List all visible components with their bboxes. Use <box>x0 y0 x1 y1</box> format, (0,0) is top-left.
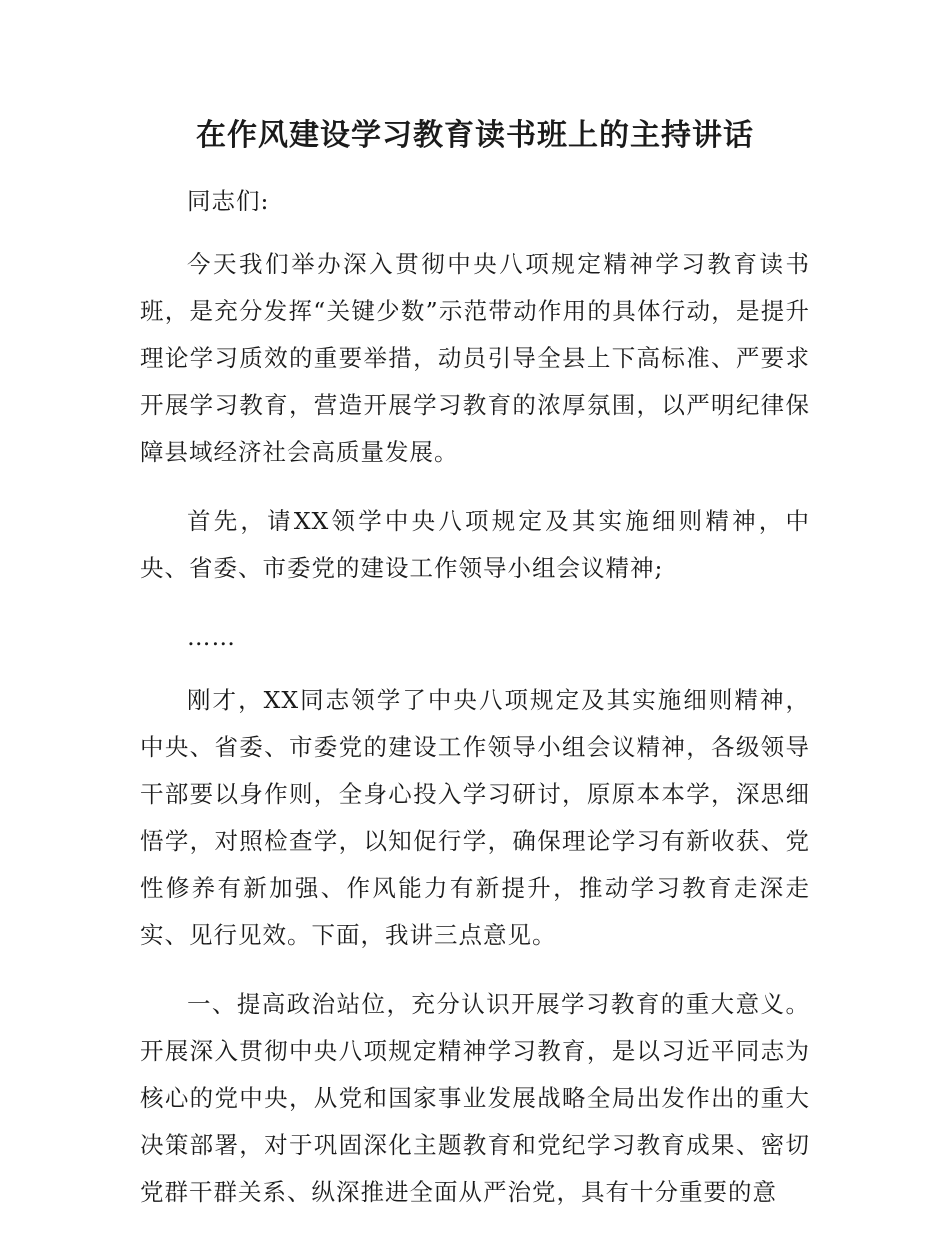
paragraph-opening: 今天我们举办深入贯彻中央八项规定精神学习教育读书班，是充分发挥“关键少数”示范带动作用的具体行动，是提升理论学习质效的重要举措，动员引导全县上下高标准、严要求开展学习教育，营造开展学习教育的浓厚氛围，以严明纪律保障县域经济社会高质量发展。 <box>140 250 810 466</box>
paragraph-point-one: 一、提高政治站位，充分认识开展学习教育的重大意义。开展深入贯彻中央八项规定精神学习教育，是以习近平同志为核心的党中央，从党和国家事业发展战略全局出发作出的重大决策部署，对于巩固深化主题教育和党纪学习教育成果、密切党群干群关系、纵深推进全面从严治党，具有十分重要的意 <box>140 990 810 1206</box>
document-page <box>140 112 810 1238</box>
salutation: 同志们: <box>187 187 270 215</box>
paragraph-ellipsis: …… <box>187 623 236 651</box>
document-title: 在作风建设学习教育读书班上的主持讲话 <box>196 118 754 153</box>
paragraph-summary: 刚才，XX同志领学了中央八项规定及其实施细则精神，中央、省委、市委党的建设工作领导小组会议精神，各级领导干部要以身作则，全身心投入学习研讨，原原本本学，深思细悟学，对照检查学，以知促行学，确保理论学习有新收获、党性修养有新加强、作风能力有新提升，推动学习教育走深走实、见行见效。下面，我讲三点意见。 <box>140 686 810 949</box>
paragraph-first-item: 首先，请XX领学中央八项规定及其实施细则精神，中央、省委、市委党的建设工作领导小组会议精神; <box>140 507 810 582</box>
